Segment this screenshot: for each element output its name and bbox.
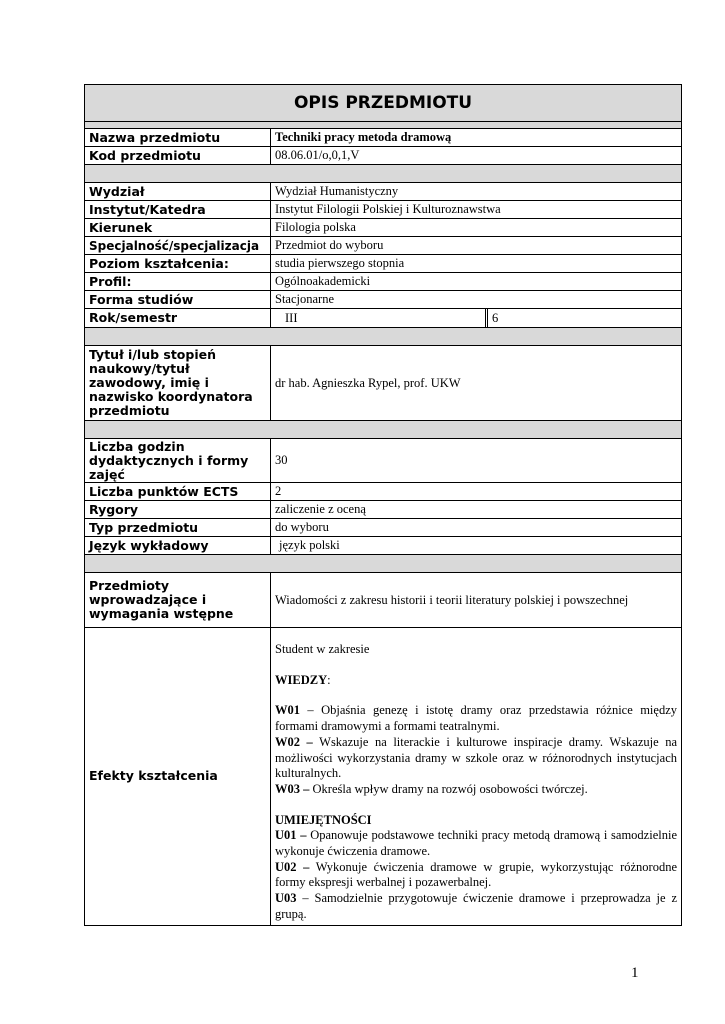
table-row — [85, 255, 682, 273]
row-value: Przedmiot do wyboru — [271, 237, 682, 255]
learning-outcomes-cell — [271, 628, 682, 926]
document-title: OPIS PRZEDMIOTU — [85, 85, 682, 122]
row-label: Profil: — [85, 273, 271, 291]
row-value: Wydział Humanistyczny — [271, 183, 682, 201]
table-row — [85, 129, 682, 147]
table-row — [85, 573, 682, 628]
row-label: Forma studiów — [85, 291, 271, 309]
outcome-text: Wykonuje ćwiczenia dramowe w grupie, wykorzystując różnorodne formy ekspresji werbalnej i pozawerbalnej. — [275, 859, 677, 890]
table-row — [85, 628, 682, 926]
row-label: Język wykładowy — [85, 537, 271, 555]
row-label: Instytut/Katedra — [85, 201, 271, 219]
row-label: Rygory — [85, 501, 271, 519]
wiedzy-heading-line — [275, 673, 677, 689]
table-row — [85, 501, 682, 519]
page-number: 1 — [631, 965, 639, 981]
rok-value: III — [275, 309, 488, 327]
outcome-code: W03 – — [275, 781, 310, 796]
row-label: Przedmioty wprowadzające i wymagania wstępne — [85, 573, 271, 628]
rok-semestr-cell — [271, 309, 682, 328]
row-value: Wiadomości z zakresu historii i teorii literatury polskiej i powszechnej — [271, 573, 682, 628]
row-label: Liczba punktów ECTS — [85, 483, 271, 501]
row-label: Efekty kształcenia — [85, 628, 271, 926]
row-value: dr hab. Agnieszka Rypel, prof. UKW — [271, 346, 682, 421]
outcome-code: W01 — [275, 703, 300, 718]
outcome-text: Wskazuje na literackie i kulturowe inspiracje dramy. Wskazuje na możliwości wykorzystania dramy w szkole oraz w różnorodnych instytucjach kulturalnych. — [275, 734, 677, 781]
row-value: język polski — [271, 537, 682, 555]
row-value: Filologia polska — [271, 219, 682, 237]
table-row — [85, 273, 682, 291]
table-row — [85, 309, 682, 328]
table-row — [85, 519, 682, 537]
spacer-row — [85, 421, 682, 439]
row-label: Kod przedmiotu — [85, 147, 271, 165]
table-row — [85, 291, 682, 309]
outcome-item — [275, 891, 677, 922]
row-label: Rok/semestr — [85, 309, 271, 328]
outcome-item — [275, 828, 677, 859]
wiedzy-heading: WIEDZY — [275, 672, 328, 687]
outcome-item — [275, 735, 677, 782]
course-description-sheet — [84, 84, 681, 926]
semestr-value: 6 — [492, 311, 499, 325]
title-row — [85, 85, 682, 122]
outcome-text: Opanowuje podstawowe techniki pracy metodą dramową i samodzielnie wykonuje ćwiczenia dramowe. — [275, 828, 677, 859]
outcome-text: – Samodzielnie przygotowuje ćwiczenie dramowe i przeprowadza je z grupą. — [275, 891, 677, 921]
outcome-code: U01 – — [275, 828, 307, 843]
course-description-table — [84, 84, 682, 926]
wiedzy-colon: : — [327, 672, 331, 687]
row-value: do wyboru — [271, 519, 682, 537]
table-row — [85, 183, 682, 201]
umiejetnosci-heading-line — [275, 813, 677, 829]
row-label: Tytuł i/lub stopień naukowy/tytuł zawodowy, imię i nazwisko koordynatora przedmiotu — [85, 346, 271, 421]
table-row — [85, 237, 682, 255]
row-label: Liczba godzin dydaktycznych i formy zajęć — [85, 439, 271, 483]
row-value: studia pierwszego stopnia — [271, 255, 682, 273]
row-label: Specjalność/specjalizacja — [85, 237, 271, 255]
row-value: Stacjonarne — [271, 291, 682, 309]
outcome-text: Określa wpływ dramy na rozwój osobowości twórczej. — [309, 781, 588, 796]
table-row — [85, 219, 682, 237]
spacer-row — [85, 165, 682, 183]
umiejetnosci-heading: UMIEJĘTNOŚCI — [275, 812, 372, 827]
table-row — [85, 537, 682, 555]
outcome-code: W02 – — [275, 734, 313, 749]
table-row — [85, 483, 682, 501]
row-label: Wydział — [85, 183, 271, 201]
table-row — [85, 147, 682, 165]
row-value: 30 — [271, 439, 682, 483]
row-value: Instytut Filologii Polskiej i Kulturoznawstwa — [271, 201, 682, 219]
row-label: Nazwa przedmiotu — [85, 129, 271, 147]
row-value: Ogólnoakademicki — [271, 273, 682, 291]
row-label: Typ przedmiotu — [85, 519, 271, 537]
table-row — [85, 439, 682, 483]
row-label: Kierunek — [85, 219, 271, 237]
outcome-text: – Objaśnia genezę i istotę dramy oraz przedstawia różnice między formami dramowymi a formami teatralnymi. — [275, 703, 677, 734]
row-value: Techniki pracy metoda dramową — [271, 129, 682, 147]
row-value: zaliczenie z oceną — [271, 501, 682, 519]
outcome-item — [275, 703, 677, 734]
spacer-row — [85, 328, 682, 346]
outcomes-intro: Student w zakresie — [275, 642, 370, 656]
table-row — [85, 201, 682, 219]
outcome-code: U03 — [275, 891, 297, 906]
spacer-row — [85, 555, 682, 573]
row-label: Poziom kształcenia: — [85, 255, 271, 273]
outcome-code: U02 – — [275, 859, 310, 874]
row-value: 08.06.01/o,0,1,V — [271, 147, 682, 165]
outcome-item — [275, 860, 677, 891]
outcome-item — [275, 782, 677, 798]
table-row — [85, 346, 682, 421]
spacer-row — [85, 122, 682, 129]
row-value: 2 — [271, 483, 682, 501]
